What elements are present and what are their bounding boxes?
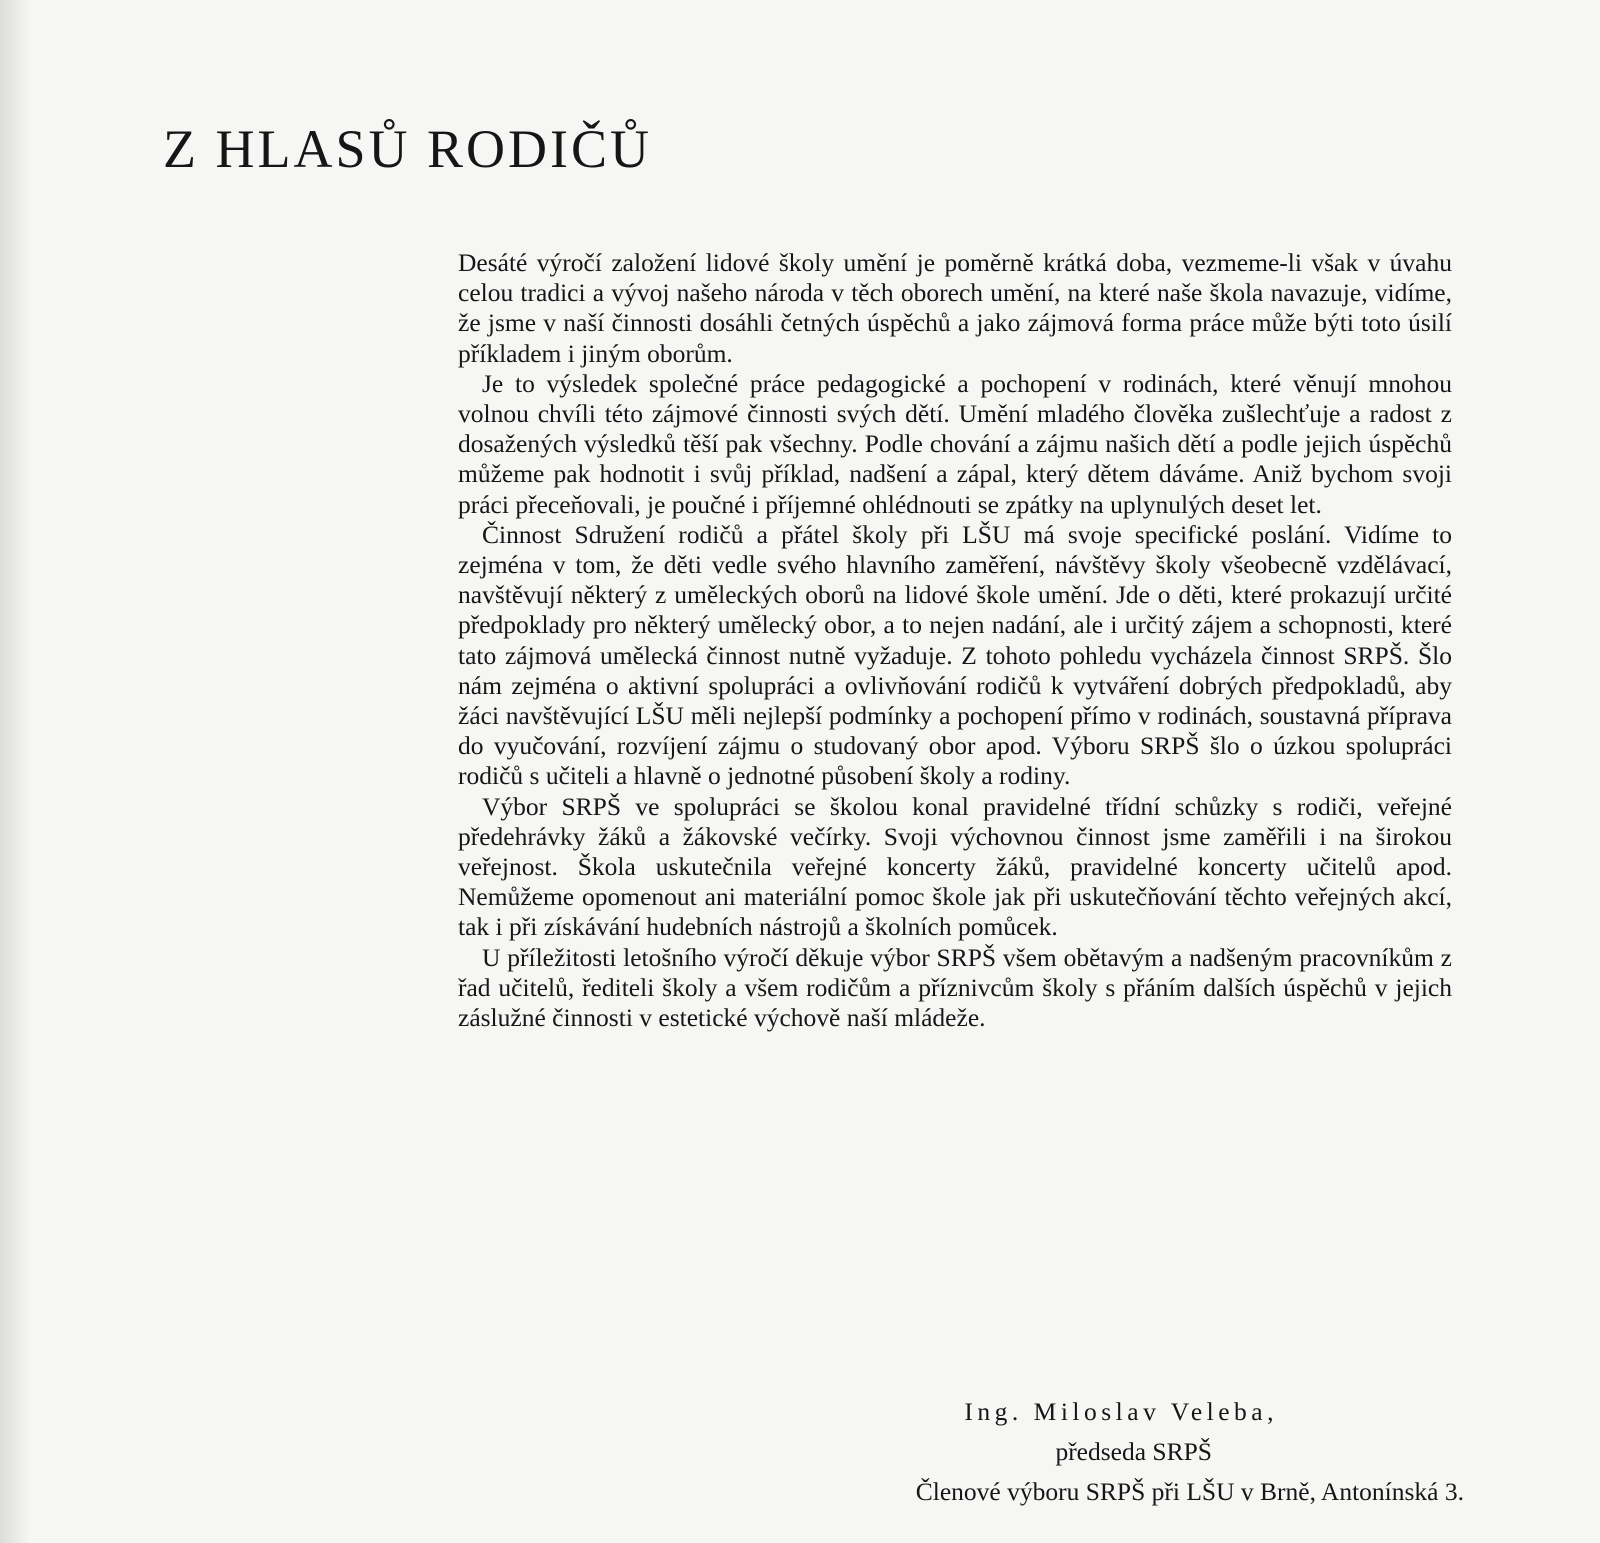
signature-block <box>700 1392 1464 1512</box>
page-title: Z HLASŮ RODIČŮ <box>163 119 653 179</box>
signature-name: Ing. Miloslav Veleba, <box>964 1397 1278 1426</box>
signature-role: předseda SRPŠ <box>1055 1437 1212 1466</box>
paragraph-5: U příležitosti letošního výročí děkuje výbor SRPŠ všem obětavým a nadšeným pracovníkům z řad učitelů, řediteli školy a všem rodičům a příznivcům školy s přáním dalších úspěchů v jejich záslužné činnosti v estetické výchově naší mládeže. <box>458 942 1452 1033</box>
paragraph-4: Výbor SRPŠ ve spolupráci se školou konal pravidelné třídní schůzky s rodiči, veřejné předehrávky žáků a žákovské večírky. Svoji výchovnou činnost jsme zaměřili i na širokou veřejnost. Škola uskutečnila veřejné koncerty žáků, pravidelné koncerty učitelů apod. Nemůžeme opomenout ani materiální pomoc škole jak při uskutečňování těchto veřejných akcí, tak i při získávání hudebních nástrojů a školních pomůcek. <box>458 791 1452 942</box>
article-body <box>458 248 1452 1033</box>
signature-committee: Členové výboru SRPŠ při LŠU v Brně, Antonínská 3. <box>915 1477 1464 1506</box>
paragraph-3: Činnost Sdružení rodičů a přátel školy při LŠU má svoje specifické poslání. Vidíme to zejména v tom, že děti vedle svého hlavního zaměření, návštěvy školy všeobecně vzdělávací, navštěvují některý z uměleckých oborů na lidové škole umění. Jde o děti, které prokazují určité předpoklady pro některý umělecký obor, a to nejen nadání, ale i určitý zájem a schopnosti, které tato zájmová umělecká činnost nutně vyžaduje. Z tohoto pohledu vycházela činnost SRPŠ. Šlo nám zejména o aktivní spolupráci a ovlivňování rodičů k vytváření dobrých předpokladů, aby žáci navštěvující LŠU měli nejlepší podmínky a pochopení přímo v rodinách, soustavná příprava do vyučování, rozvíjení zájmu o studovaný obor apod. Výboru SRPŠ šlo o úzkou spolupráci rodičů s učiteli a hlavně o jednotné působení školy a rodiny. <box>458 519 1452 791</box>
paragraph-2: Je to výsledek společné práce pedagogické a pochopení v rodinách, které věnují mnohou volnou chvíli této zájmové činnosti svých dětí. Umění mladého člověka zušlechťuje a radost z dosažených výsledků těší pak všechny. Podle chování a zájmu našich dětí a podle jejich úspěchů můžeme pak hodnotit i svůj příklad, nadšení a zápal, který dětem dáváme. Aniž bychom svoji práci přeceňovali, je poučné i příjemné ohlédnouti se zpátky na uplynulých deset let. <box>458 368 1452 519</box>
paragraph-1: Desáté výročí založení lidové školy umění je poměrně krátká doba, vezmeme-li však v úvahu celou tradici a vývoj našeho národa v těch oborech umění, na které naše škola navazuje, vidíme, že jsme v naší činnosti dosáhli četných úspěchů a jako zájmová forma práce může býti toto úsilí příkladem i jiným oborům. <box>458 248 1452 368</box>
page-edge-shadow <box>0 0 30 1543</box>
